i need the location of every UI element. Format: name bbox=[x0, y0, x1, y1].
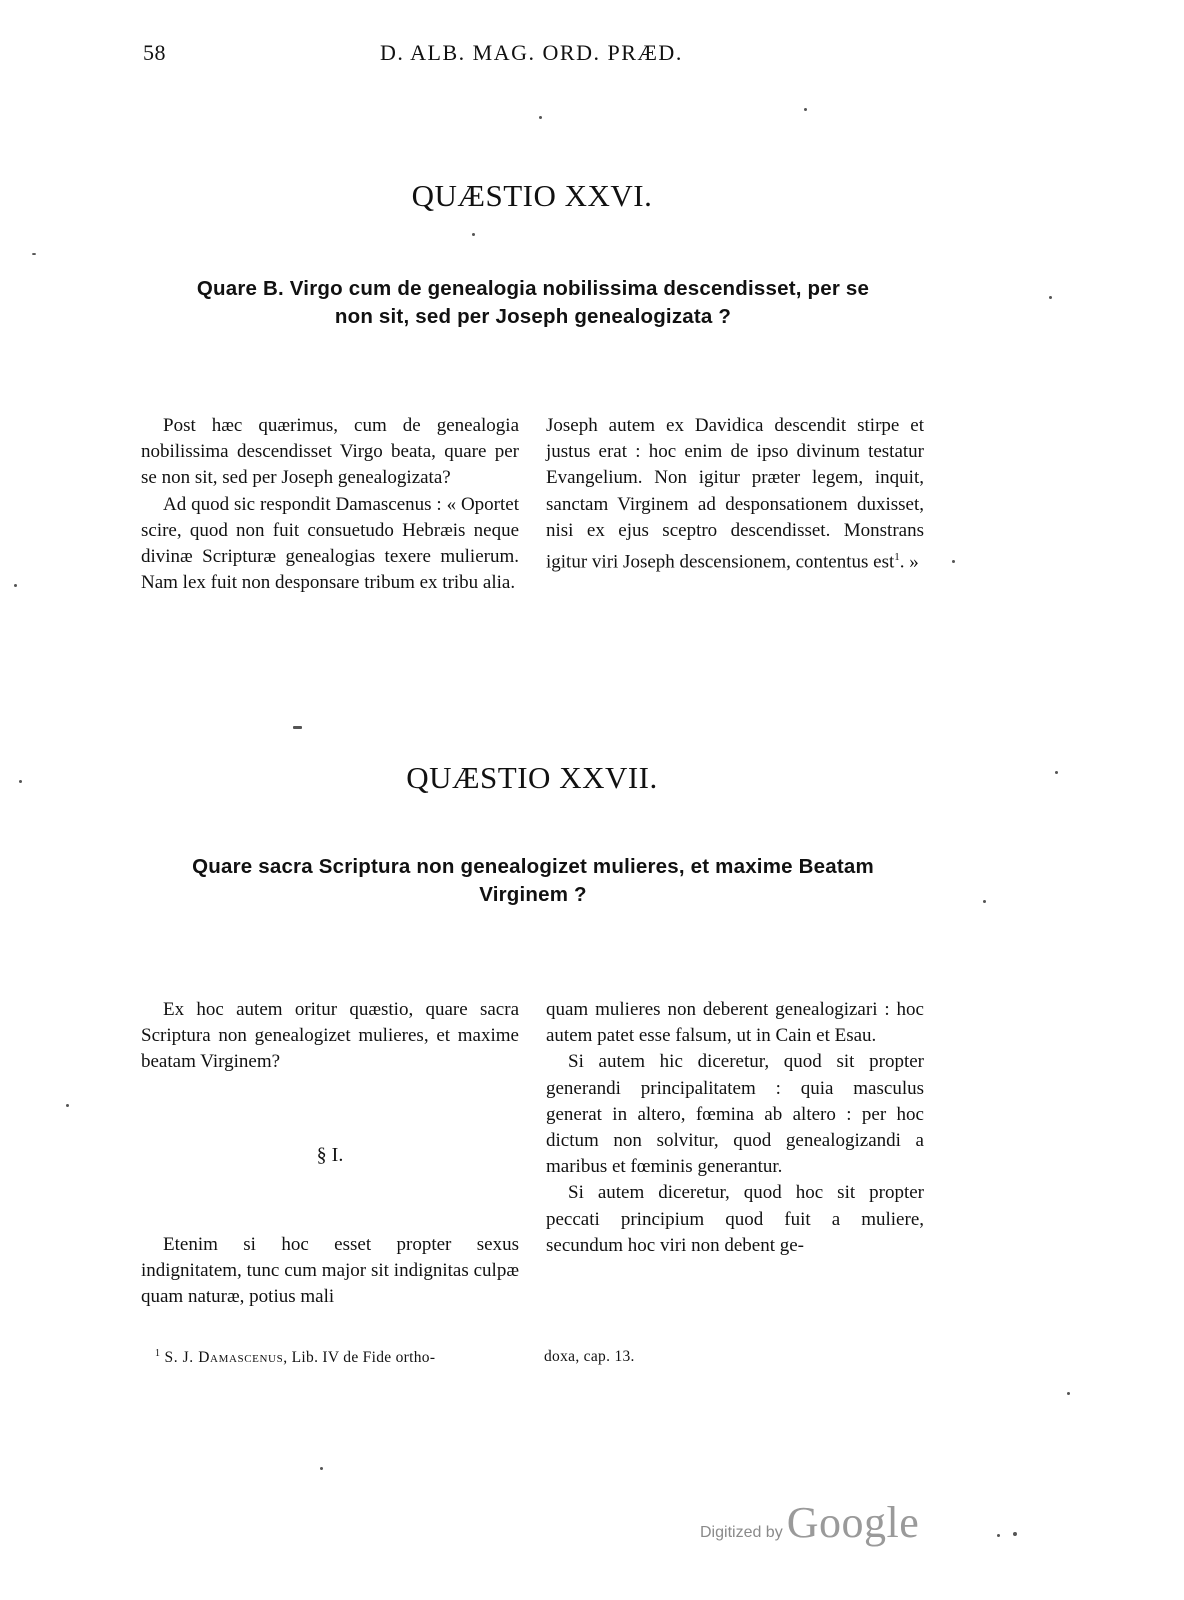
paragraph: Si autem diceretur, quod hoc sit propter peccati principium quod fuit a muliere, secundum hoc viri non debent ge- bbox=[546, 1182, 924, 1256]
question-27-right-column bbox=[546, 997, 924, 1259]
subtitle-line: non sit, sed per Joseph genealogizata ? bbox=[334, 305, 732, 328]
footnote-marker: 1 bbox=[155, 1348, 161, 1359]
paragraph: Etenim si hoc esset propter sexus indignitatem, tunc cum major sit indignitas culpæ quam naturæ, potius mali bbox=[141, 1233, 519, 1308]
google-logo: Google bbox=[786, 1498, 920, 1547]
question-27-left-column bbox=[141, 997, 519, 1310]
scan-speck bbox=[14, 584, 17, 587]
question-26-subtitle bbox=[138, 275, 928, 331]
scan-speck bbox=[1049, 296, 1052, 299]
google-watermark bbox=[700, 1497, 919, 1548]
paragraph: Post hæc quærimus, cum de genealogia nobilissima descendisset Virgo beata, quare per se non sit, sed per Joseph genealogizata? bbox=[141, 415, 519, 489]
footnote-text: , Lib. IV de Fide ortho- bbox=[283, 1349, 436, 1367]
scan-speck bbox=[320, 1467, 323, 1470]
question-27-subtitle bbox=[138, 853, 928, 909]
footnote-right: doxa, cap. 13. bbox=[544, 1348, 635, 1365]
question-26-right-column bbox=[546, 413, 924, 576]
scan-speck bbox=[1055, 771, 1058, 774]
scan-speck bbox=[804, 108, 807, 111]
question-26-left-column bbox=[141, 413, 519, 596]
paragraph: Si autem hic diceretur, quod sit propter generandi principalitatem : quia masculus generat in altero, fœmina ab altero : per hoc dictum non solvitur, quod genealogizandi a maribus et fœminis generantur. bbox=[546, 1051, 924, 1178]
scan-speck bbox=[32, 253, 36, 255]
paragraph: quam mulieres non deberent genealogizari : hoc autem patet esse falsum, ut in Cain et Esau. bbox=[546, 999, 924, 1047]
scan-speck bbox=[293, 726, 302, 729]
scan-speck bbox=[1067, 1392, 1070, 1395]
subtitle-line: Virginem ? bbox=[479, 883, 587, 906]
paragraph-sign: § I. bbox=[316, 1143, 344, 1166]
page-number: 58 bbox=[143, 40, 166, 65]
watermark-prefix: Digitized by bbox=[700, 1524, 783, 1541]
subtitle-line: Quare B. Virgo cum de genealogia nobilissima descendisset, per se bbox=[196, 277, 870, 300]
scan-speck bbox=[66, 1104, 69, 1107]
running-title: D. ALB. MAG. ORD. PRÆD. bbox=[380, 40, 683, 65]
quote-close: . » bbox=[899, 551, 919, 573]
question-26-title: QUÆSTIO XXVI. bbox=[411, 178, 653, 213]
paragraph: Ad quod sic respondit Damascenus : « Oportet scire, quod non fuit consuetudo Hebræis neque divinæ Scripturæ genealogias texere mulierum. Nam lex fuit non desponsare tribum ex tribu alia. bbox=[141, 493, 519, 594]
paragraph-text: Joseph autem ex Davidica descendit stirpe et justus erat : hoc enim de ipso divinum testatur Evangelium. Non igitur præter legem, inquit, sanctam Virginem ad desponsationem duxisset, nisi ex ejus sceptro descendisset. Monstrans igitur viri Joseph descensionem, contentus est bbox=[546, 415, 924, 573]
footnote-author: S. J. Damascenus bbox=[164, 1349, 284, 1367]
scan-speck bbox=[952, 560, 955, 563]
paragraph: Ex hoc autem oritur quæstio, quare sacra Scriptura non genealogizet mulieres, et maxime beatam Virginem? bbox=[141, 999, 519, 1073]
question-27-title: QUÆSTIO XXVII. bbox=[406, 760, 658, 795]
scan-speck bbox=[539, 116, 542, 119]
scan-speck bbox=[997, 1534, 1000, 1537]
scan-speck bbox=[1013, 1532, 1017, 1536]
subtitle-line: Quare sacra Scriptura non genealogizet mulieres, et maxime Beatam bbox=[192, 855, 874, 878]
footnote-reference: 1 bbox=[894, 551, 900, 564]
scan-speck bbox=[983, 900, 986, 903]
footnote-left bbox=[155, 1348, 435, 1367]
paragraph bbox=[546, 413, 924, 576]
scan-speck bbox=[19, 780, 22, 783]
scan-speck bbox=[472, 233, 475, 236]
